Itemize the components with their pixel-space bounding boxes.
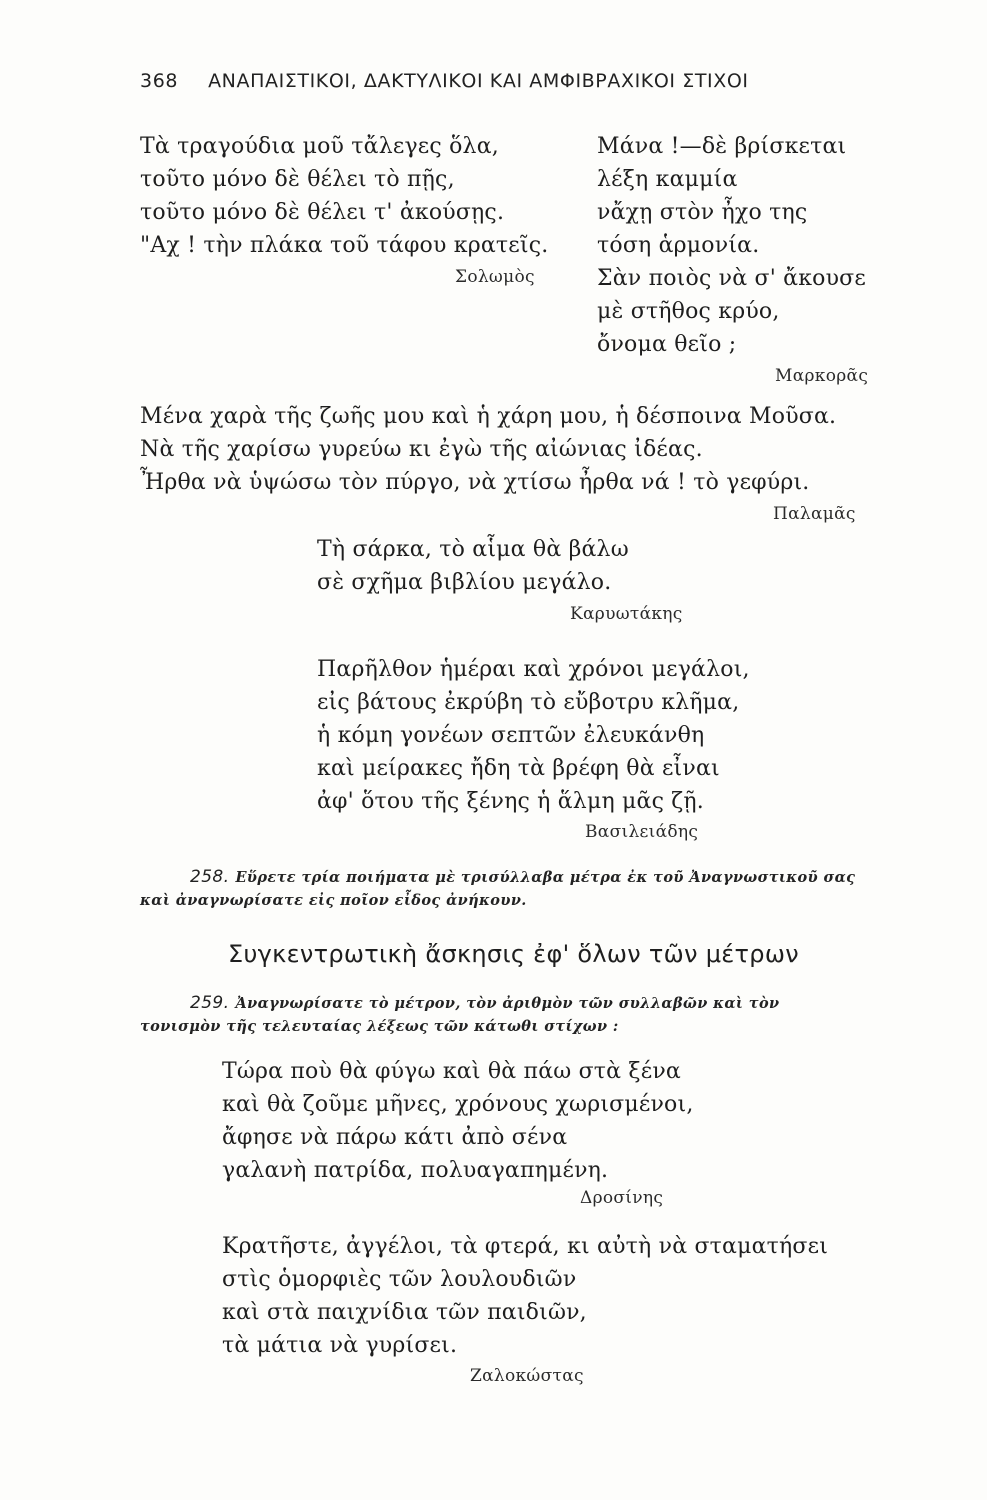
poem-line: τοῦτο μόνο δὲ θέλει τ' ἀκούσῃς. bbox=[140, 200, 505, 225]
poem-line: Τὰ τραγούδια μοῦ τἄλεγες ὅλα, bbox=[140, 134, 499, 159]
poem-author: Δροσίνης bbox=[580, 1188, 664, 1208]
poem-line: καὶ στὰ παιχνίδια τῶν παιδιῶν, bbox=[222, 1300, 587, 1325]
poem-line: Παρῆλθον ἡμέραι καὶ χρόνοι μεγάλοι, bbox=[317, 657, 750, 682]
poem-line: λέξη καμμία bbox=[597, 167, 738, 192]
poem-line: Τὴ σάρκα, τὸ αἷμα θὰ βάλω bbox=[317, 537, 629, 562]
exercise-text: Ἀναγνωρίσατε τὸ μέτρον, τὸν ἀριθμὸν τῶν συλλαβῶν καὶ τὸν τονισμὸν τῆς τελευταίας λέξεως τῶν κάτωθι στίχων : bbox=[140, 995, 780, 1035]
exercise-text: Εὕρετε τρία ποιήματα μὲ τρισύλλαβα μέτρα ἐκ τοῦ Ἀναγνωστικοῦ σας καὶ ἀναγνωρίσατε εἰς ποῖον εἶδος ἀνήκουν. bbox=[140, 869, 856, 909]
exercise-258 bbox=[140, 866, 860, 912]
poem-line: ἡ κόμη γονέων σεπτῶν ἐλευκάνθη bbox=[317, 723, 705, 748]
exercise-number: 258. bbox=[190, 867, 230, 887]
poem-line: τὰ μάτια νὰ γυρίσει. bbox=[222, 1333, 458, 1358]
exercise-259 bbox=[140, 992, 860, 1038]
poem-line: τοῦτο μόνο δὲ θέλει τὸ πῇς, bbox=[140, 167, 455, 192]
poem-author: Βασιλειάδης bbox=[585, 822, 699, 842]
poem-line: Νὰ τῆς χαρίσω γυρεύω κι ἐγὼ τῆς αἰώνιας ἰδέας. bbox=[140, 437, 703, 462]
poem-line: ἀφ' ὅτου τῆς ξένης ἡ ἅλμη μᾶς ζῇ. bbox=[317, 789, 704, 814]
poem-line: Ἦρθα νὰ ὑψώσω τὸν πύργο, νὰ χτίσω ἦρθα νά ! τὸ γεφύρι. bbox=[140, 470, 810, 495]
poem-line: Μάνα !—δὲ βρίσκεται bbox=[597, 134, 847, 159]
poem-line: "Αχ ! τὴν πλάκα τοῦ τάφου κρατεῖς. bbox=[140, 233, 549, 258]
exercise-number: 259. bbox=[190, 993, 230, 1013]
poem-line: Κρατῆστε, ἀγγέλοι, τὰ φτερά, κι αὐτὴ νὰ σταματήσει bbox=[222, 1234, 829, 1259]
poem-line: μὲ στῆθος κρύο, bbox=[597, 299, 780, 324]
poem-line: ἄφησε νὰ πάρω κάτι ἀπὸ σένα bbox=[222, 1125, 568, 1150]
poem-line: νἄχῃ στὸν ἦχο της bbox=[597, 200, 808, 225]
poem-line: στὶς ὁμορφιὲς τῶν λουλουδιῶν bbox=[222, 1267, 577, 1292]
section-title: Συγκεντρωτικὴ ἄσκησις ἐφ' ὅλων τῶν μέτρων bbox=[228, 940, 799, 968]
poem-line: ὄνομα θεῖο ; bbox=[597, 332, 737, 357]
poem-line: εἰς βάτους ἐκρύβη τὸ εὔβοτρυ κλῆμα, bbox=[317, 690, 740, 715]
poem-line: καὶ μείρακες ἤδη τὰ βρέφη θὰ εἶναι bbox=[317, 756, 720, 781]
poem-line: Μένα χαρὰ τῆς ζωῆς μου καὶ ἡ χάρη μου, ἡ δέσποινα Μοῦσα. bbox=[140, 404, 837, 429]
poem-line: Σὰν ποιὸς νὰ σ' ἄκουσε bbox=[597, 266, 866, 291]
poem-author: Σολωμὸς bbox=[455, 267, 535, 287]
running-header bbox=[140, 70, 749, 92]
poem-line: καὶ θὰ ζοῦμε μῆνες, χρόνους χωρισμένοι, bbox=[222, 1092, 694, 1117]
poem-author: Ζαλοκώστας bbox=[470, 1366, 584, 1386]
poem-line: Τώρα ποὺ θὰ φύγω καὶ θὰ πάω στὰ ξένα bbox=[222, 1059, 681, 1084]
poem-author: Καρυωτάκης bbox=[570, 604, 683, 624]
poem-line: γαλανὴ πατρίδα, πολυαγαπημένη. bbox=[222, 1158, 609, 1183]
page-number: 368 bbox=[140, 70, 179, 92]
running-title: ΑΝΑΠΑΙΣΤΙΚΟΙ, ΔΑΚΤΥΛΙΚΟΙ ΚΑΙ ΑΜΦΙΒΡΑΧΙΚΟΙ ΣΤΙΧΟΙ bbox=[208, 70, 749, 92]
poem-line: τόση ἁρμονία. bbox=[597, 233, 760, 258]
poem-line: σὲ σχῆμα βιβλίου μεγάλο. bbox=[317, 570, 612, 595]
poem-author: Παλαμᾶς bbox=[773, 504, 856, 524]
poem-author: Μαρκορᾶς bbox=[775, 366, 869, 386]
